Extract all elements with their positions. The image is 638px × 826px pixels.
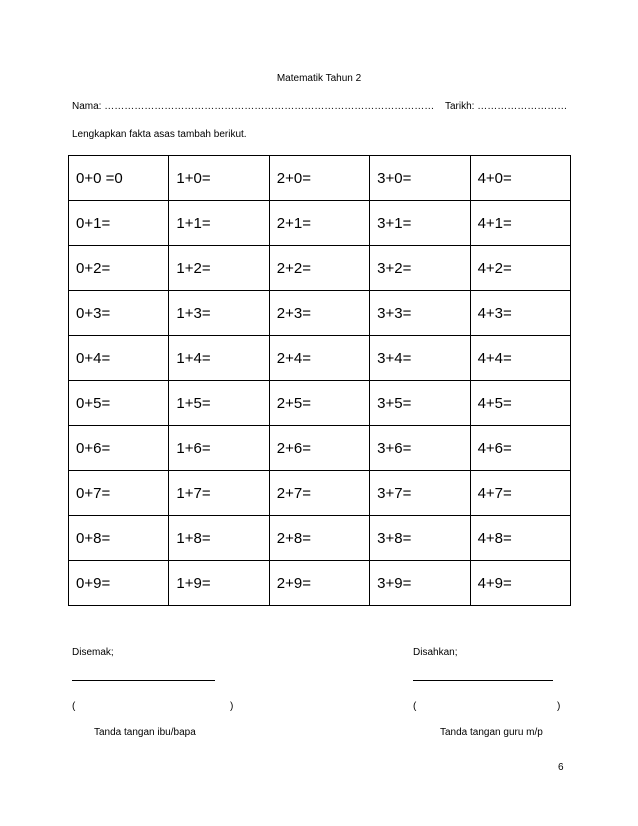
fact-cell: 2+1= xyxy=(269,201,369,246)
teacher-name-paren-close: ) xyxy=(557,701,561,712)
fact-cell: 4+8= xyxy=(470,516,570,561)
table-row xyxy=(69,156,571,201)
fact-cell: 4+9= xyxy=(470,561,570,606)
table-row xyxy=(69,246,571,291)
fact-cell: 1+8= xyxy=(169,516,269,561)
verified-by-label: Disahkan; xyxy=(413,647,458,658)
fact-cell: 0+2= xyxy=(69,246,169,291)
fact-cell: 2+7= xyxy=(269,471,369,516)
parent-name-paren-open: ( xyxy=(72,701,76,712)
parent-signature-line xyxy=(72,680,215,681)
fact-cell: 2+3= xyxy=(269,291,369,336)
fact-cell: 4+6= xyxy=(470,426,570,471)
fact-cell: 3+1= xyxy=(370,201,470,246)
fact-cell: 4+5= xyxy=(470,381,570,426)
page-number: 6 xyxy=(558,762,564,773)
fact-cell: 3+7= xyxy=(370,471,470,516)
teacher-signature-label: Tanda tangan guru m/p xyxy=(440,727,543,738)
fact-cell: 1+3= xyxy=(169,291,269,336)
fact-cell: 1+9= xyxy=(169,561,269,606)
instruction-text: Lengkapkan fakta asas tambah berikut. xyxy=(72,129,247,140)
fact-cell: 3+8= xyxy=(370,516,470,561)
parent-name-paren-close: ) xyxy=(230,701,234,712)
table-row xyxy=(69,516,571,561)
table-row xyxy=(69,291,571,336)
parent-signature-label: Tanda tangan ibu/bapa xyxy=(94,727,196,738)
fact-cell: 0+3= xyxy=(69,291,169,336)
table-row xyxy=(69,336,571,381)
fact-cell: 0+0 =0 xyxy=(69,156,169,201)
fact-cell: 4+3= xyxy=(470,291,570,336)
fact-cell: 4+1= xyxy=(470,201,570,246)
teacher-signature-line xyxy=(413,680,553,681)
fact-cell: 3+6= xyxy=(370,426,470,471)
fact-cell: 2+5= xyxy=(269,381,369,426)
fact-cell: 2+9= xyxy=(269,561,369,606)
fact-cell: 4+0= xyxy=(470,156,570,201)
fact-cell: 1+4= xyxy=(169,336,269,381)
table-row xyxy=(69,561,571,606)
fact-cell: 1+0= xyxy=(169,156,269,201)
fact-cell: 4+4= xyxy=(470,336,570,381)
checked-by-label: Disemak; xyxy=(72,647,114,658)
fact-cell: 0+4= xyxy=(69,336,169,381)
fact-cell: 2+8= xyxy=(269,516,369,561)
name-field-line: Nama: ……………………………………………………………………………………… xyxy=(72,101,435,112)
table-row xyxy=(69,381,571,426)
fact-cell: 0+1= xyxy=(69,201,169,246)
fact-cell: 1+2= xyxy=(169,246,269,291)
fact-cell: 2+4= xyxy=(269,336,369,381)
fact-cell: 2+2= xyxy=(269,246,369,291)
fact-cell: 1+1= xyxy=(169,201,269,246)
fact-cell: 0+5= xyxy=(69,381,169,426)
fact-cell: 1+7= xyxy=(169,471,269,516)
fact-cell: 3+5= xyxy=(370,381,470,426)
fact-cell: 0+8= xyxy=(69,516,169,561)
fact-cell: 3+2= xyxy=(370,246,470,291)
fact-cell: 0+9= xyxy=(69,561,169,606)
fact-cell: 3+0= xyxy=(370,156,470,201)
fact-cell: 0+6= xyxy=(69,426,169,471)
date-field-line: Tarikh: ……………………… xyxy=(445,101,568,112)
fact-cell: 4+2= xyxy=(470,246,570,291)
table-row xyxy=(69,426,571,471)
fact-cell: 0+7= xyxy=(69,471,169,516)
table-row xyxy=(69,471,571,516)
addition-facts-table xyxy=(68,155,571,606)
fact-cell: 3+4= xyxy=(370,336,470,381)
fact-cell: 4+7= xyxy=(470,471,570,516)
worksheet-title: Matematik Tahun 2 xyxy=(276,73,362,84)
teacher-name-paren-open: ( xyxy=(413,701,417,712)
fact-cell: 2+6= xyxy=(269,426,369,471)
table-row xyxy=(69,201,571,246)
fact-cell: 1+5= xyxy=(169,381,269,426)
fact-cell: 1+6= xyxy=(169,426,269,471)
fact-cell: 3+9= xyxy=(370,561,470,606)
fact-cell: 3+3= xyxy=(370,291,470,336)
fact-cell: 2+0= xyxy=(269,156,369,201)
